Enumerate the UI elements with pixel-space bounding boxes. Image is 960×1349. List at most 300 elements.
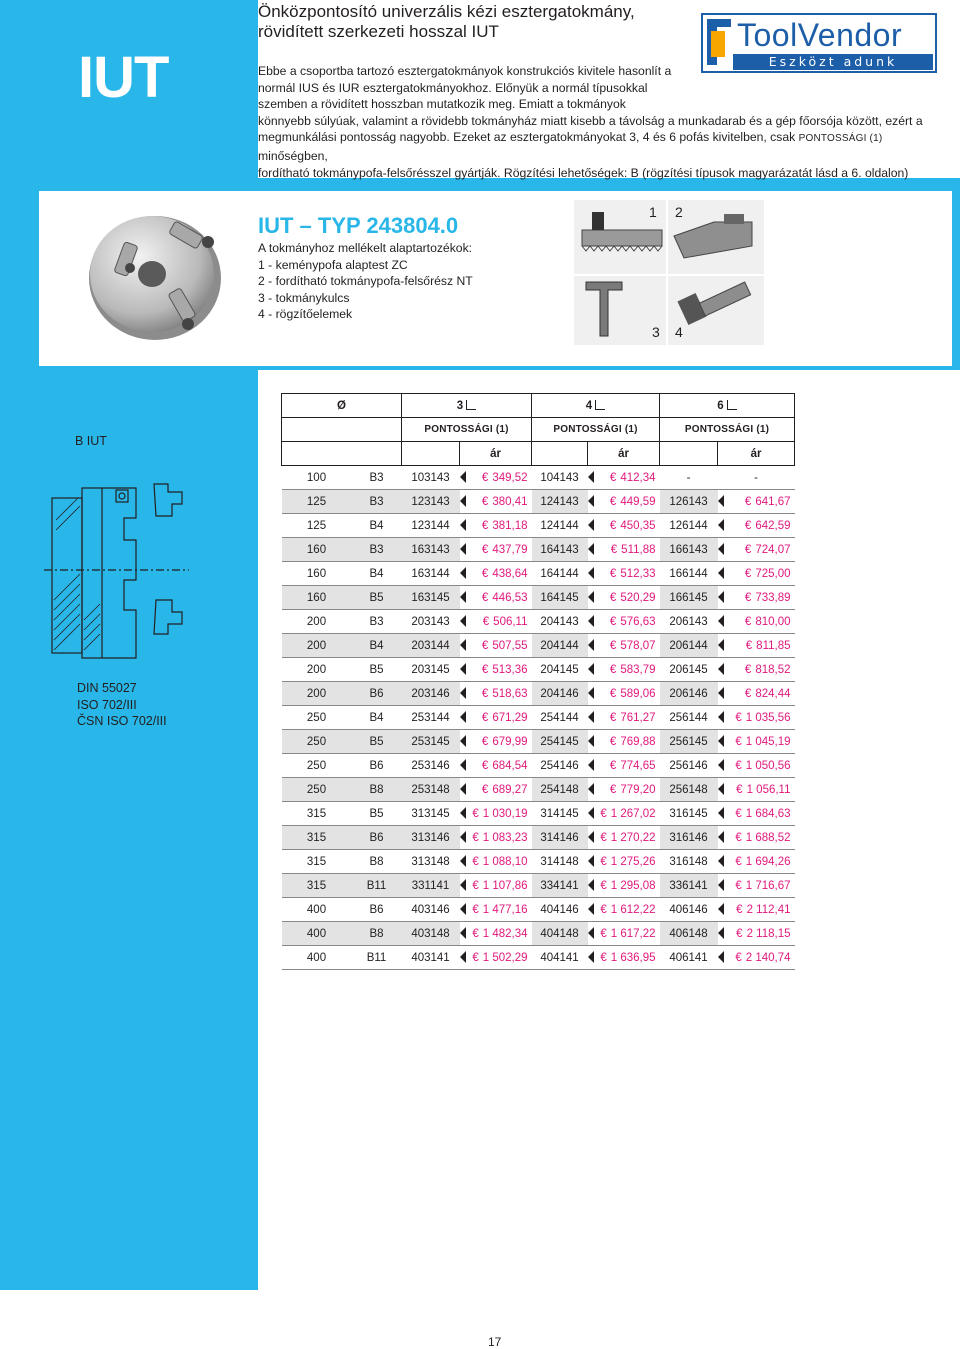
code-3-jaw-cell: 403148	[402, 922, 460, 946]
table-row	[282, 826, 795, 850]
part-label-2: 2	[675, 204, 683, 220]
page-title-line2: rövidített szerkezeti hosszal IUT	[258, 22, 499, 41]
price-pointer-icon	[718, 759, 724, 771]
price-value: 2 140,74	[745, 951, 791, 964]
code-4-jaw-cell: 104143	[532, 466, 588, 490]
header-diameter: Ø	[282, 394, 402, 418]
table-row	[282, 850, 795, 874]
price-pointer-icon	[588, 615, 594, 627]
intro-line: fordítható tokmánypofa-felsőrésszel gyártják. Rögzítési lehetőségek: B (rögzítési típusok magyarázatát lásd a 6. oldalon)	[258, 165, 909, 180]
price-pointer-icon	[718, 495, 724, 507]
price-6-jaw-cell	[718, 490, 795, 514]
price-4-jaw-cell	[588, 826, 660, 850]
price-value: 2 112,41	[746, 903, 791, 916]
code-3-jaw-cell: 403141	[402, 946, 460, 970]
price-pointer-icon	[588, 663, 594, 675]
price-pointer-icon	[460, 471, 466, 483]
code-6-jaw-cell: 206145	[660, 658, 718, 682]
code-4-jaw-cell: 314146	[532, 826, 588, 850]
table-header-row	[282, 394, 795, 418]
price-pointer-icon	[588, 903, 594, 915]
part-label-4: 4	[675, 324, 683, 340]
code-3-jaw-cell: 253148	[402, 778, 460, 802]
diameter-cell: 315	[282, 850, 352, 874]
price-value: 769,88	[620, 735, 656, 748]
standard-item: ČSN ISO 702/III	[77, 714, 167, 728]
standard-item: DIN 55027	[77, 681, 137, 695]
table-row	[282, 682, 795, 706]
price-4-jaw-cell	[588, 898, 660, 922]
currency-symbol: €	[472, 807, 479, 820]
price-value: 349,52	[492, 471, 528, 484]
price-pointer-icon	[460, 663, 466, 675]
mount-type-cell: B5	[352, 802, 402, 826]
price-4-jaw-cell	[588, 850, 660, 874]
price-4-jaw-cell	[588, 490, 660, 514]
price-pointer-icon	[718, 783, 724, 795]
table-row	[282, 466, 795, 490]
diameter-cell: 315	[282, 802, 352, 826]
price-value: 1 716,67	[745, 879, 791, 892]
price-value: 811,85	[756, 639, 791, 652]
code-6-jaw-cell: 166143	[660, 538, 718, 562]
price-pointer-icon	[588, 951, 594, 963]
part-label-3: 3	[652, 324, 660, 340]
price-pointer-icon	[460, 783, 466, 795]
price-pointer-icon	[460, 543, 466, 555]
price-4-jaw-cell	[588, 562, 660, 586]
price-value: 1 694,26	[745, 855, 791, 868]
intro-line: könnyebb súlyúak, valamint a rövidebb tokmányház miatt kisebb a távolság a munkadarab és a gép főorsója között, ezért a	[258, 113, 923, 128]
price-3-jaw-cell	[460, 586, 532, 610]
code-3-jaw-cell: 313145	[402, 802, 460, 826]
mount-type-cell: B8	[352, 778, 402, 802]
price-3-jaw-cell	[460, 706, 532, 730]
mount-type-cell: B3	[352, 538, 402, 562]
price-pointer-icon	[718, 567, 724, 579]
price-value: 520,29	[620, 591, 656, 604]
code-6-jaw-cell: 406148	[660, 922, 718, 946]
currency-symbol: €	[472, 903, 479, 916]
price-value: 774,65	[620, 759, 656, 772]
currency-symbol: €	[472, 831, 479, 844]
price-value: 761,27	[620, 711, 656, 724]
price-value: 725,00	[755, 567, 791, 580]
diameter-cell: 400	[282, 922, 352, 946]
code-4-jaw-cell: 204146	[532, 682, 588, 706]
mount-type-cell: B3	[352, 466, 402, 490]
price-pointer-icon	[718, 519, 724, 531]
price-value: 779,20	[620, 783, 656, 796]
code-6-jaw-cell: 406141	[660, 946, 718, 970]
table-row	[282, 946, 795, 970]
price-value: 1 477,16	[482, 903, 528, 916]
price-pointer-icon	[460, 903, 466, 915]
diameter-cell: 315	[282, 874, 352, 898]
price-3-jaw-cell	[460, 850, 532, 874]
price-pointer-icon	[588, 543, 594, 555]
currency-symbol: €	[600, 903, 607, 916]
diameter-cell: 200	[282, 682, 352, 706]
mount-type-cell: B8	[352, 922, 402, 946]
price-value: 518,63	[492, 687, 528, 700]
price-6-jaw-cell: -	[718, 466, 795, 490]
jaw-icon	[595, 400, 605, 410]
price-pointer-icon	[460, 759, 466, 771]
price-pointer-icon	[588, 687, 594, 699]
currency-symbol: €	[609, 567, 617, 580]
code-4-jaw-cell: 314148	[532, 850, 588, 874]
diameter-cell: 315	[282, 826, 352, 850]
accessory-item: 4 - rögzítőelemek	[258, 307, 353, 321]
mount-type-cell: B4	[352, 514, 402, 538]
price-pointer-icon	[460, 735, 466, 747]
price-value: 583,79	[620, 663, 656, 676]
code-4-jaw-cell: 314145	[532, 802, 588, 826]
price-pointer-icon	[588, 831, 594, 843]
currency-symbol: €	[735, 735, 742, 748]
accessory-item: 1 - keménypofa alaptest ZC	[258, 257, 408, 272]
diameter-cell: 200	[282, 634, 352, 658]
logo-mark-icon	[705, 17, 733, 69]
code-3-jaw-cell: 203145	[402, 658, 460, 682]
price-pointer-icon	[460, 807, 466, 819]
price-3-jaw-cell	[460, 898, 532, 922]
intro-line: szemben a rövidített hosszban mutatkozik meg. Emiatt a tokmányok	[258, 97, 626, 112]
diameter-cell: 250	[282, 730, 352, 754]
code-6-jaw-cell: 126144	[660, 514, 718, 538]
currency-symbol: €	[609, 519, 617, 532]
price-pointer-icon	[588, 711, 594, 723]
table-row	[282, 538, 795, 562]
currency-symbol: €	[744, 495, 752, 508]
price-value: 1 030,19	[482, 807, 528, 820]
price-4-jaw-cell	[588, 634, 660, 658]
price-label: ár	[460, 442, 532, 466]
price-pointer-icon	[718, 879, 724, 891]
price-4-jaw-cell	[588, 514, 660, 538]
currency-symbol: €	[736, 783, 743, 796]
header-jaw-6	[660, 394, 795, 418]
intro-paragraph	[258, 63, 953, 181]
jaw-count: 6	[717, 400, 724, 412]
price-pointer-icon	[460, 687, 466, 699]
code-6-jaw-cell: 126143	[660, 490, 718, 514]
intro-line-text: minőségben,	[258, 148, 328, 163]
mount-type-cell: B6	[352, 826, 402, 850]
price-4-jaw-cell	[588, 946, 660, 970]
currency-symbol: €	[472, 879, 479, 892]
currency-symbol: €	[609, 735, 617, 748]
accessory-item: 3 - tokmánykulcs	[258, 290, 350, 305]
standards-list	[77, 680, 167, 730]
currency-symbol: €	[481, 567, 489, 580]
price-value: 1 107,86	[482, 879, 528, 892]
part-label-1: 1	[649, 204, 657, 220]
price-value: 642,59	[755, 519, 791, 532]
section-code: IUT	[78, 45, 169, 110]
table-row	[282, 754, 795, 778]
currency-symbol: €	[609, 471, 617, 484]
code-6-jaw-cell: -	[660, 466, 718, 490]
price-3-jaw-cell	[460, 634, 532, 658]
chuck-photo-image	[80, 206, 230, 346]
price-pointer-icon	[588, 855, 594, 867]
price-value: 641,67	[755, 495, 791, 508]
price-3-jaw-cell	[460, 778, 532, 802]
price-value: 446,53	[492, 591, 528, 604]
currency-symbol: €	[600, 807, 607, 820]
currency-symbol: €	[609, 711, 617, 724]
price-value: 684,54	[492, 759, 528, 772]
price-3-jaw-cell	[460, 946, 532, 970]
accessory-parts-image	[574, 200, 764, 345]
price-pointer-icon	[588, 735, 594, 747]
price-4-jaw-cell	[588, 682, 660, 706]
currency-symbol: €	[481, 663, 489, 676]
price-pointer-icon	[588, 471, 594, 483]
jaw-icon	[727, 400, 737, 410]
currency-symbol: €	[610, 543, 618, 556]
price-pointer-icon	[460, 879, 466, 891]
price-4-jaw-cell	[588, 922, 660, 946]
mount-type-cell: B3	[352, 610, 402, 634]
price-4-jaw-cell	[588, 802, 660, 826]
price-4-jaw-cell	[588, 538, 660, 562]
currency-symbol: €	[481, 495, 489, 508]
price-pointer-icon	[588, 759, 594, 771]
code-4-jaw-cell: 334141	[532, 874, 588, 898]
price-3-jaw-cell	[460, 754, 532, 778]
code-4-jaw-cell: 204145	[532, 658, 588, 682]
code-6-jaw-cell: 406146	[660, 898, 718, 922]
price-pointer-icon	[718, 615, 724, 627]
price-pointer-icon	[588, 495, 594, 507]
table-row	[282, 634, 795, 658]
code-3-jaw-cell: 163145	[402, 586, 460, 610]
blank-cell	[532, 442, 588, 466]
currency-symbol: €	[744, 687, 752, 700]
price-value: 576,63	[620, 615, 656, 628]
code-3-jaw-cell: 123143	[402, 490, 460, 514]
price-6-jaw-cell	[718, 946, 795, 970]
price-label: ár	[588, 442, 660, 466]
currency-symbol: €	[481, 687, 489, 700]
table-row	[282, 562, 795, 586]
page-title-line1: Önközpontosító univerzális kézi esztergatokmány,	[258, 2, 635, 21]
price-6-jaw-cell	[718, 826, 795, 850]
price-value: 1 270,22	[610, 831, 656, 844]
code-3-jaw-cell: 403146	[402, 898, 460, 922]
price-3-jaw-cell	[460, 922, 532, 946]
price-value: 513,36	[492, 663, 528, 676]
price-pointer-icon	[588, 639, 594, 651]
table-row	[282, 874, 795, 898]
price-value: 578,07	[620, 639, 656, 652]
price-pointer-icon	[460, 567, 466, 579]
price-6-jaw-cell	[718, 634, 795, 658]
price-3-jaw-cell	[460, 514, 532, 538]
currency-symbol: €	[744, 543, 752, 556]
price-6-jaw-cell	[718, 514, 795, 538]
diameter-cell: 250	[282, 706, 352, 730]
mount-type-cell: B3	[352, 490, 402, 514]
code-3-jaw-cell: 123144	[402, 514, 460, 538]
price-4-jaw-cell	[588, 466, 660, 490]
currency-symbol: €	[481, 735, 489, 748]
price-pointer-icon	[718, 543, 724, 555]
accessories-heading: A tokmányhoz mellékelt alaptartozékok:	[258, 241, 473, 255]
table-precision-row	[282, 418, 795, 442]
currency-symbol: €	[481, 759, 489, 772]
price-3-jaw-cell	[460, 730, 532, 754]
price-value: 506,11	[493, 615, 528, 628]
currency-symbol: €	[481, 591, 489, 604]
table-row	[282, 490, 795, 514]
logo-name: ToolVendor	[737, 17, 903, 53]
price-value: 810,00	[755, 615, 791, 628]
currency-symbol: €	[481, 711, 489, 724]
code-4-jaw-cell: 204144	[532, 634, 588, 658]
currency-symbol: €	[600, 855, 607, 868]
price-value: 1 617,22	[610, 927, 656, 940]
currency-symbol: €	[481, 543, 489, 556]
precision-label: PONTOSSÁGI (1)	[660, 418, 795, 442]
code-3-jaw-cell: 313146	[402, 826, 460, 850]
table-body	[282, 466, 795, 970]
code-6-jaw-cell: 206146	[660, 682, 718, 706]
currency-symbol: €	[735, 831, 742, 844]
code-3-jaw-cell: 203146	[402, 682, 460, 706]
jaw-icon	[466, 400, 476, 410]
currency-symbol: €	[609, 495, 617, 508]
mount-type-cell: B5	[352, 658, 402, 682]
price-value: 589,06	[620, 687, 656, 700]
price-pointer-icon	[588, 807, 594, 819]
code-4-jaw-cell: 254146	[532, 754, 588, 778]
price-value: 1 056,11	[746, 783, 791, 796]
code-3-jaw-cell: 313148	[402, 850, 460, 874]
price-pointer-icon	[588, 879, 594, 891]
price-value: 824,44	[755, 687, 791, 700]
table-row	[282, 802, 795, 826]
currency-symbol: €	[744, 591, 752, 604]
table-row	[282, 922, 795, 946]
table-price-label-row	[282, 442, 795, 466]
precision-label: PONTOSSÁGI (1)	[402, 418, 532, 442]
blank-cell	[282, 418, 402, 442]
diameter-cell: 160	[282, 586, 352, 610]
price-3-jaw-cell	[460, 682, 532, 706]
price-6-jaw-cell	[718, 730, 795, 754]
price-3-jaw-cell	[460, 610, 532, 634]
code-3-jaw-cell: 253146	[402, 754, 460, 778]
price-value: 1 502,29	[482, 951, 528, 964]
table-row	[282, 730, 795, 754]
price-value: 381,18	[492, 519, 528, 532]
currency-symbol: €	[735, 951, 742, 964]
code-4-jaw-cell: 404148	[532, 922, 588, 946]
currency-symbol: €	[735, 759, 742, 772]
mount-type-cell: B6	[352, 682, 402, 706]
price-6-jaw-cell	[718, 922, 795, 946]
currency-symbol: €	[736, 927, 743, 940]
diameter-cell: 100	[282, 466, 352, 490]
currency-symbol: €	[600, 951, 607, 964]
price-value: 679,99	[492, 735, 528, 748]
table-row	[282, 610, 795, 634]
currency-symbol: €	[609, 783, 617, 796]
blank-cell	[402, 442, 460, 466]
price-6-jaw-cell	[718, 874, 795, 898]
price-pointer-icon	[460, 639, 466, 651]
table-row	[282, 778, 795, 802]
code-3-jaw-cell: 253144	[402, 706, 460, 730]
code-6-jaw-cell: 166145	[660, 586, 718, 610]
code-6-jaw-cell: 316146	[660, 826, 718, 850]
price-pointer-icon	[718, 831, 724, 843]
price-value: 1 684,63	[745, 807, 791, 820]
diameter-cell: 250	[282, 754, 352, 778]
price-6-jaw-cell	[718, 802, 795, 826]
header-jaw-3	[402, 394, 532, 418]
mount-type-cell: B6	[352, 754, 402, 778]
jaw-count: 4	[585, 400, 593, 412]
table-row	[282, 514, 795, 538]
price-6-jaw-cell	[718, 850, 795, 874]
currency-symbol: €	[481, 783, 489, 796]
standard-item: ISO 702/III	[77, 697, 137, 712]
price-value: 449,59	[620, 495, 656, 508]
price-4-jaw-cell	[588, 730, 660, 754]
price-4-jaw-cell	[588, 874, 660, 898]
mount-type-cell: B5	[352, 586, 402, 610]
currency-symbol: €	[481, 471, 489, 484]
precision-label-inline: PONTOSSÁGI (1)	[798, 133, 883, 145]
price-value: 1 612,22	[610, 903, 656, 916]
code-6-jaw-cell: 166144	[660, 562, 718, 586]
code-4-jaw-cell: 164143	[532, 538, 588, 562]
currency-symbol: €	[481, 519, 489, 532]
code-6-jaw-cell: 256148	[660, 778, 718, 802]
price-value: 507,55	[492, 639, 528, 652]
price-value: 1 482,34	[482, 927, 528, 940]
price-3-jaw-cell	[460, 562, 532, 586]
price-3-jaw-cell	[460, 802, 532, 826]
price-4-jaw-cell	[588, 658, 660, 682]
price-value: 1 045,19	[745, 735, 791, 748]
price-value: 512,33	[620, 567, 656, 580]
code-6-jaw-cell: 256146	[660, 754, 718, 778]
mounting-type-label: B IUT	[75, 434, 107, 448]
price-pointer-icon	[460, 711, 466, 723]
price-value: 689,27	[492, 783, 528, 796]
price-4-jaw-cell	[588, 706, 660, 730]
price-value: 1 688,52	[745, 831, 791, 844]
intro-line-text: megmunkálási pontosság nagyobb. Ezeket az esztergatokmányokat 3, 4 és 6 pofás kivitelben, csak	[258, 130, 796, 145]
price-4-jaw-cell	[588, 778, 660, 802]
mount-type-cell: B4	[352, 706, 402, 730]
code-6-jaw-cell: 206143	[660, 610, 718, 634]
code-3-jaw-cell: 163143	[402, 538, 460, 562]
mount-type-cell: B4	[352, 634, 402, 658]
diameter-cell: 250	[282, 778, 352, 802]
price-3-jaw-cell	[460, 538, 532, 562]
currency-symbol: €	[744, 567, 752, 580]
currency-symbol: €	[609, 591, 617, 604]
price-pointer-icon	[460, 855, 466, 867]
code-3-jaw-cell: 103143	[402, 466, 460, 490]
